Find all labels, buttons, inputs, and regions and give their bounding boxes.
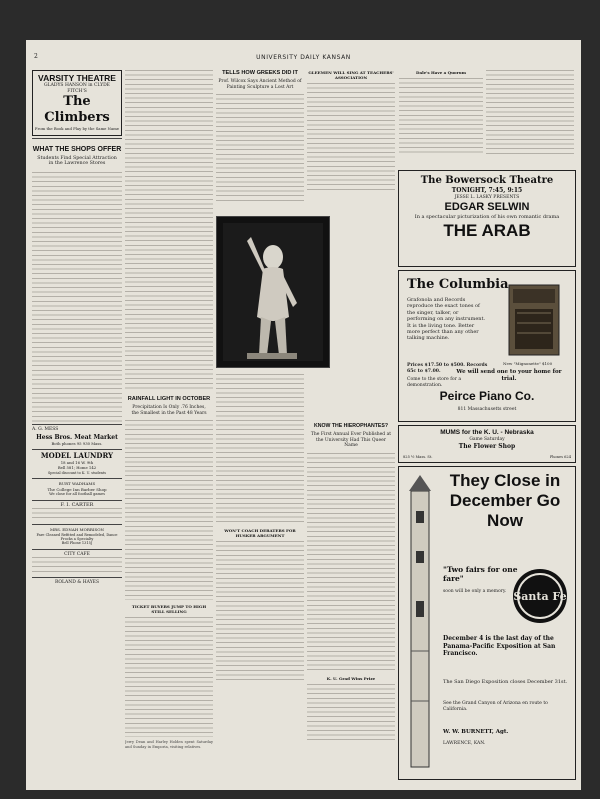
hierophantes-subheadline: The First Annual Ever Published at the University Had This Queer Name (310, 432, 392, 448)
theatre-note: From the Book and Play by the Same Name (34, 126, 120, 131)
phonograph-cabinet-illustration (499, 279, 569, 359)
santa-fe-grand-canyon: See the Grand Canyon of Arizona en route to California. (443, 701, 548, 712)
mums-phone: Phones 624 (549, 454, 571, 459)
peirce-trial-line: We will send one to your home for trial. (456, 369, 562, 382)
morrison-note: Fare Cleaned Refitted and Remodeled, Dance Frocks a Specialty (36, 532, 118, 541)
mums-address: 825 ½ Mass. St. (403, 454, 433, 459)
rainfall-headline: RAINFALL LIGHT IN OCTOBER (127, 396, 211, 402)
newspaper-page (26, 40, 581, 790)
barber-name: BURT WADHAMS (58, 481, 96, 486)
theatre-title: The Climbers (44, 94, 110, 125)
classifieds-right (486, 70, 574, 156)
mums-shop: The Flower Shop (458, 442, 516, 450)
rainfall-story (125, 420, 213, 600)
santa-fe-town: LAWRENCE, KAN. (443, 741, 486, 746)
roland-hayes: ROLAND & HAYES (54, 580, 100, 586)
column-3 (216, 70, 304, 785)
theatre-heading: VARSITY THEATRE (38, 73, 116, 83)
hierophantes-headline: KNOW THE HIEROPHANTES? (313, 423, 389, 429)
mums-sub: Game Saturday (469, 437, 505, 442)
greeks-story-continued (216, 374, 304, 524)
santa-fe-badge-icon (511, 567, 569, 625)
mums-title: MUMS for the K. U. - Nebraska (440, 429, 534, 436)
column-1 (32, 70, 122, 785)
santa-fe-two-fairs: "Two fairs for one fare" (443, 565, 518, 583)
carter-name: F. I. CARTER (60, 501, 94, 508)
ticket-story (125, 617, 213, 737)
columbia-body: Grafonola and Records reproduce the exact tones of the singer, talker, or performing on any instrument. It is the living tone. Better more perfect than any other talking machine. (407, 297, 486, 342)
mission-tower-illustration (401, 471, 439, 771)
bowersock-time: TONIGHT, 7:45, 9:15 (451, 187, 523, 194)
santa-fe-agent: W. W. BURNETT, Agt. (443, 729, 509, 735)
theatre-subheading: GLADYS HANSON in CLYDE FITCH'S (44, 83, 110, 94)
greeks-story (216, 94, 304, 204)
columbia-model: New "Mignonette" $100 (503, 361, 553, 366)
barber-note: We close for all football games (49, 492, 105, 496)
bowersock-star: EDGAR SELWIN (444, 200, 530, 213)
grad-prize-headline: K. U. Grad Wins Prize (326, 675, 376, 681)
bowersock-title: The Bowersock Theatre (420, 175, 554, 186)
columbia-title: The Columbia (407, 277, 509, 292)
bowersock-play: THE ARAB (443, 220, 531, 240)
bowersock-description: In a spectacular picturization of his own romantic drama (414, 213, 560, 220)
gleemen-headline: GLEEMEN WILL SING AT TEACHERS' ASSOCIATION (308, 70, 394, 80)
masthead-title: UNIVERSITY DAILY KANSAN (256, 54, 351, 61)
carter-text (32, 508, 122, 522)
dales-story (399, 78, 483, 154)
page-number: 2 (34, 53, 38, 60)
column-6 (486, 70, 574, 160)
grad-prize-story (307, 684, 395, 744)
column-5 (399, 70, 483, 160)
debaters-story (216, 541, 304, 681)
columbia-demonstration: Come to the store for a demonstration. (407, 377, 462, 388)
model-laundry: MODEL LAUNDRY (40, 450, 114, 460)
shops-headline: WHAT THE SHOPS OFFER (32, 145, 122, 153)
laundry-phone: Bell 581; Home 142 (57, 465, 97, 470)
shops-story-text (32, 172, 122, 422)
morrison-name: MRS. EDNAH MORRISON (49, 527, 105, 532)
city-cafe-text (32, 557, 122, 575)
santa-fe-memory: soon will be only a memory. (443, 589, 507, 594)
ticket-headline: TICKET BUYERS JUMP TO HIGH STILL SELLING (131, 604, 207, 614)
classified-label: A. G. MESS (32, 426, 59, 432)
column-4 (307, 70, 395, 785)
gleemen-story (307, 83, 395, 193)
rainfall-subheadline: Precipitation Is Only .76 Inches, the Smallest in the Past 48 Years (131, 405, 207, 416)
santa-fe-ad (398, 466, 576, 780)
columbia-ad (398, 270, 576, 422)
morrison-phone: Bell Phone 1315J (61, 541, 93, 546)
bowersock-theatre-ad (398, 170, 576, 267)
debaters-headline: WON'T COACH DEBATERS FOR HUSKER ARGUMENT (224, 527, 296, 538)
santa-fe-san-diego: The San Diego Exposition closes December 31st. (443, 679, 568, 685)
santa-fe-badge-label: Santa Fe (513, 590, 567, 603)
hess-phone: Both phones 95 930 Mass. (51, 441, 103, 446)
closing-note: Jerry Dean and Harley Holden spent Saturday and Sunday in Emporia, visiting relatives. (125, 740, 213, 749)
dales-headline: Dale's Have a Quorum (416, 70, 466, 75)
laundry-note: Special discount to K. U. students (47, 470, 107, 475)
laundry-address: 18 and 16 W. 9th (60, 459, 94, 465)
varsity-theatre-ad (32, 70, 122, 136)
city-cafe: CITY CAFE (64, 551, 90, 557)
peirce-name: Peirce Piano Co. (439, 389, 535, 403)
mums-ad (398, 425, 576, 463)
bowersock-presents: JESSE L. LASKY PRESENTS (454, 195, 520, 200)
columbia-prices: Prices $17.50 to $500. Records 65c to $7.00. (407, 363, 488, 374)
column-2 (125, 70, 213, 785)
greeks-subheadline: Prof. Wilcox Says Ancient Method of Painting Sculpture a Lost Art (218, 79, 302, 90)
peirce-address: 811 Massachusetts street (457, 407, 517, 412)
santa-fe-headline: They Close in December Go Now (449, 471, 561, 530)
greeks-headline: TELLS HOW GREEKS DID IT (222, 70, 298, 76)
shops-subheadline: Students Find Special Attraction in the Lawrence Stores (37, 155, 117, 166)
hess-meat-market: Hess Bros. Meat Market (36, 434, 118, 441)
santa-fe-last-day: December 4 is the last day of the Panama-Pacific Exposition at San Francisco. (443, 635, 556, 657)
hierophantes-story (307, 453, 395, 673)
barber-shop: The College Inn Barber Shop (47, 486, 107, 492)
shops-story-continued (125, 70, 213, 390)
